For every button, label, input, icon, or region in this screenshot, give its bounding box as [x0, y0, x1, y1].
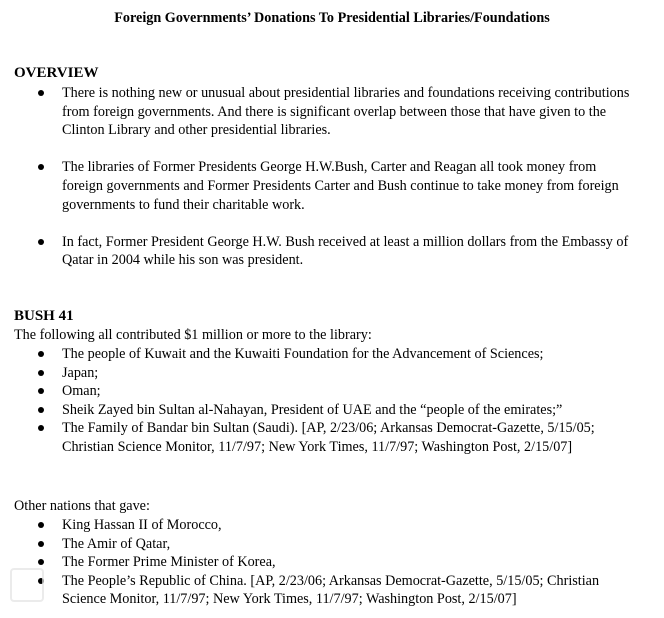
bullet-icon	[38, 164, 44, 170]
bullet-icon	[38, 522, 44, 528]
list-item-text: In fact, Former President George H.W. Bush received at least a million dollars from the Embassy of Qatar in 2004 while his son was president.	[62, 233, 629, 269]
list-item	[0, 84, 640, 140]
document-title: Foreign Governments’ Donations To Presidential Libraries/Foundations	[114, 10, 550, 26]
list-item	[0, 382, 622, 401]
bullet-icon	[38, 90, 44, 96]
list-item-text: King Hassan II of Morocco,	[62, 517, 222, 533]
bullet-icon	[38, 388, 44, 394]
list-item	[0, 516, 622, 535]
watermark-logo-icon	[10, 568, 44, 602]
bush41-heading: BUSH 41	[14, 308, 74, 324]
other-nations-list	[0, 516, 622, 609]
bullet-icon	[38, 351, 44, 357]
bullet-icon	[38, 425, 44, 431]
list-item	[0, 158, 640, 214]
list-item	[0, 419, 622, 456]
bullet-icon	[38, 541, 44, 547]
list-item-text: The Family of Bandar bin Sultan (Saudi). [AP, 2/23/06; Arkansas Democrat-Gazette, 5/15/05; Christian Science Monitor, 11/7/97; New York Times, 11/7/97; Washington Post, 2/15/07]	[62, 420, 595, 455]
list-item-text: The People’s Republic of China. [AP, 2/23/06; Arkansas Democrat-Gazette, 5/15/05; Christian Science Monitor, 11/7/97; New York Times, 11/7/97; Washington Post, 2/15/07]	[62, 572, 600, 608]
bush41-list	[0, 345, 622, 457]
list-item	[0, 401, 622, 420]
list-item	[0, 364, 622, 383]
list-item	[0, 233, 640, 270]
bullet-icon	[38, 559, 44, 565]
list-item-text: The libraries of Former Presidents George H.W.Bush, Carter and Reagan all took money from foreign governments and Former Presidents Carter and Bush continue to take money from foreign governments to fund their charitable work.	[62, 159, 619, 213]
list-item-text: Japan;	[62, 364, 99, 381]
list-item-text: The Amir of Qatar,	[62, 535, 171, 552]
list-item-text: There is nothing new or unusual about presidential libraries and foundations receiving contributions from foreign governments. And there is significant overlap between those that have given to the Clinton Library and other presidential libraries.	[62, 85, 630, 139]
list-item	[0, 553, 622, 572]
list-item	[0, 535, 622, 554]
overview-list	[0, 84, 640, 289]
bullet-icon	[38, 239, 44, 245]
list-item-text: Oman;	[62, 383, 101, 400]
list-item	[0, 345, 622, 364]
list-item-text: Sheik Zayed bin Sultan al-Nahayan, President of UAE and the “people of the emirates;”	[62, 401, 563, 418]
bullet-icon	[38, 407, 44, 413]
bullet-icon	[38, 370, 44, 376]
list-item-text: The people of Kuwait and the Kuwaiti Foundation for the Advancement of Sciences;	[62, 346, 544, 362]
list-item-text: The Former Prime Minister of Korea,	[62, 554, 276, 571]
other-nations-intro: Other nations that gave:	[14, 498, 150, 514]
list-item	[0, 572, 622, 609]
overview-heading: OVERVIEW	[14, 65, 99, 81]
bush41-intro: The following all contributed $1 million or more to the library:	[14, 327, 372, 343]
